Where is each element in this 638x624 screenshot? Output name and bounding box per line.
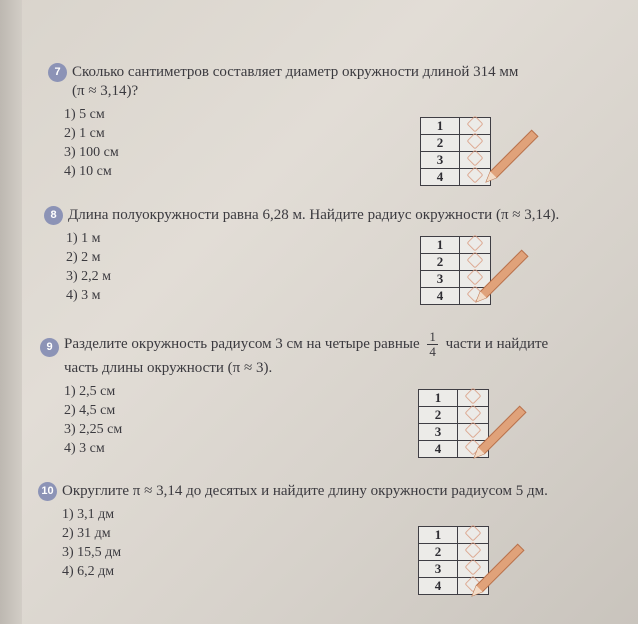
option-3[interactable]: 3) 2,25 см xyxy=(64,422,123,437)
option-2[interactable]: 2) 1 см xyxy=(64,126,105,141)
grid-label: 1 xyxy=(419,390,458,407)
grid-label: 2 xyxy=(421,135,460,152)
question-8-text xyxy=(44,206,559,225)
question-8-line1: Длина полуокружности равна 6,28 м. Найдите радиус окружности (π ≈ 3,14). xyxy=(68,207,560,223)
grid-label: 3 xyxy=(421,271,460,288)
pencil-icon xyxy=(468,400,530,462)
grid-label: 4 xyxy=(421,288,460,305)
option-4[interactable]: 4) 6,2 дм xyxy=(62,564,115,579)
option-4[interactable]: 4) 3 см xyxy=(64,441,105,456)
question-number-badge: 10 xyxy=(38,482,57,501)
question-9-line1-start: Разделите окружность радиусом 3 см на четыре равные xyxy=(64,335,420,352)
pencil-icon xyxy=(470,244,532,306)
option-3[interactable]: 3) 100 см xyxy=(64,145,119,160)
option-4[interactable]: 4) 10 см xyxy=(64,164,112,179)
fraction xyxy=(427,330,438,359)
question-7-line1: Сколько сантиметров составляет диаметр окружности длиной 314 мм xyxy=(72,64,519,80)
pencil-icon xyxy=(466,538,528,600)
option-1[interactable]: 1) 2,5 см xyxy=(64,384,116,399)
grid-label: 2 xyxy=(421,254,460,271)
option-1[interactable]: 1) 3,1 дм xyxy=(62,507,115,522)
grid-label: 1 xyxy=(421,118,460,135)
question-7-text xyxy=(48,63,518,101)
option-4[interactable]: 4) 3 м xyxy=(66,288,101,303)
grid-label: 1 xyxy=(419,527,458,544)
option-2[interactable]: 2) 4,5 см xyxy=(64,403,116,418)
option-3[interactable]: 3) 2,2 м xyxy=(66,269,112,284)
pencil-icon xyxy=(480,124,542,186)
fraction-denominator: 4 xyxy=(429,344,436,359)
question-number-badge: 7 xyxy=(48,63,67,82)
fraction-numerator: 1 xyxy=(429,329,436,344)
question-number-badge: 9 xyxy=(40,338,59,357)
page-edge xyxy=(0,0,22,624)
question-10-text xyxy=(38,482,548,501)
option-3[interactable]: 3) 15,5 дм xyxy=(62,545,122,560)
question-9-text xyxy=(40,330,548,378)
question-9-line1 xyxy=(64,330,548,359)
question-9-line1-end: части и найдите xyxy=(445,335,549,352)
option-2[interactable]: 2) 2 м xyxy=(66,250,101,265)
question-10-line1: Округлите π ≈ 3,14 до десятых и найдите длину окружности радиусом 5 дм. xyxy=(62,483,548,499)
question-number-badge: 8 xyxy=(44,206,63,225)
grid-label: 3 xyxy=(419,561,458,578)
question-9-line2: часть длины окружности (π ≈ 3). xyxy=(64,360,273,376)
grid-label: 3 xyxy=(421,152,460,169)
grid-label: 1 xyxy=(421,237,460,254)
grid-label: 4 xyxy=(419,441,458,458)
grid-label: 4 xyxy=(419,578,458,595)
grid-label: 4 xyxy=(421,169,460,186)
question-7-line2: (π ≈ 3,14)? xyxy=(72,83,139,99)
grid-label: 3 xyxy=(419,424,458,441)
grid-label: 2 xyxy=(419,544,458,561)
option-1[interactable]: 1) 5 см xyxy=(64,107,105,122)
option-2[interactable]: 2) 31 дм xyxy=(62,526,111,541)
option-1[interactable]: 1) 1 м xyxy=(66,231,101,246)
grid-label: 2 xyxy=(419,407,458,424)
